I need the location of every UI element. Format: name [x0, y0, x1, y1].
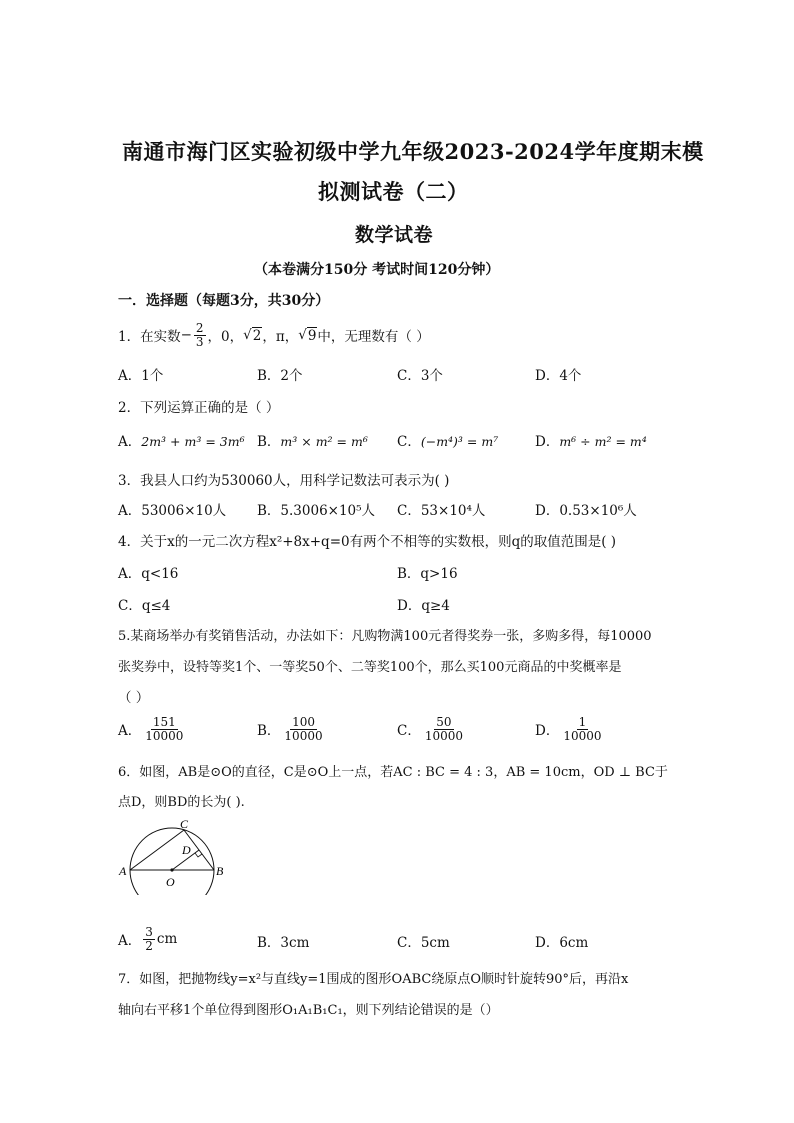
label-b: B [216, 864, 224, 878]
q5-option-d: D． $\frac{1}{10000}$ [535, 715, 602, 743]
title-line-1: 南通市海门区实验初级中学九年级2023-2024学年度期末模 [122, 139, 704, 164]
q2-option-d: D．m⁶ ÷ m² = m⁴ [535, 434, 647, 450]
q5-option-a: A． $\frac{151}{10000}$ [118, 715, 184, 743]
label-a: A [119, 864, 127, 878]
question-7-line-2: 轴向右平移1个单位得到图形O₁A₁B₁C₁，则下列结论错误的是（） [118, 1003, 499, 1018]
section-heading: 一．选择题（每题3分，共30分） [118, 293, 330, 309]
q1-prefix: 1．在实数 [118, 329, 181, 346]
q3-option-a: A．53006×10人 [118, 503, 227, 519]
question-5-line-1: 5.某商场举办有奖销售活动，办法如下：凡购物满100元者得奖券一张，多购多得，每10000 [118, 629, 652, 644]
right-angle-mark [195, 853, 202, 857]
q2-option-c: C．(−m⁴)³ = m⁷ [397, 434, 499, 450]
question-4: 4．关于x的一元二次方程x²+8x+q=0有两个不相等的实数根，则q的取值范围是( ) [118, 534, 617, 550]
q1-sqrt2: 2 [252, 327, 262, 344]
q5-option-b: B． $\frac{100}{10000}$ [257, 715, 323, 743]
q1-sqrt9: 9 [307, 327, 317, 344]
question-5-line-2: 张奖券中，设特等奖1个、一等奖50个、二等奖100个，那么买100元商品的中奖概率是 [118, 660, 622, 675]
q1-option-a: A．1个 [118, 368, 164, 384]
q6-option-a: A． $\frac{3}{2}$ cm [118, 925, 178, 953]
q5-option-c: C． $\frac{50}{10000}$ [397, 715, 464, 743]
exam-note: （本卷满分150分 考试时间120分钟） [254, 262, 500, 278]
q4-option-b: B．q>16 [397, 566, 458, 582]
q4-option-d: D．q≥4 [397, 598, 450, 614]
q3-option-b: B．5.3006×10⁵人 [257, 503, 376, 519]
question-3: 3．我县人口约为530060人，用科学记数法可表示为( ) [118, 473, 450, 489]
label-c: C [180, 817, 189, 831]
subject-title: 数学试卷 [355, 224, 434, 246]
question-2: 2．下列运算正确的是（ ） [118, 400, 280, 416]
q6-option-c: C．5cm [397, 935, 450, 951]
center-dot [170, 868, 173, 871]
q3-option-d: D．0.53×10⁶人 [535, 503, 637, 519]
question-7-line-1: 7．如图，把抛物线y=x²与直线y=1围成的图形OABC绕原点O顺时针旋转90°后，再沿x [118, 972, 629, 987]
q1-suffix: 中，无理数有（ ） [317, 329, 430, 346]
question-1: 1．在实数 − $\frac{2}{3}$ ，0， √ 2 ，π， √ 9 中，无理数有（ ） [118, 321, 430, 349]
q1-frac-num: 2 [195, 321, 204, 335]
q6-option-d: D．6cm [535, 935, 589, 951]
q2-option-a: A．2m³ + m³ = 3m⁶ [118, 434, 245, 450]
q6-option-b: B．3cm [257, 935, 310, 951]
q2-option-b: B．m³ × m² = m⁶ [257, 434, 368, 450]
chord-ac [130, 830, 184, 870]
title-line-2: 拟测试卷（二） [318, 179, 469, 204]
q1-pi: ，π， [262, 329, 299, 346]
q1-option-c: C．3个 [397, 368, 443, 384]
label-d: D [182, 843, 191, 857]
question-6-line-1: 6．如图，AB是⊙O的直径，C是⊙O上一点，若AC : BC = 4 : 3，AB = 10cm，OD ⊥ BC于 [118, 765, 668, 780]
question-6-line-2: 点D，则BD的长为( ). [118, 795, 245, 810]
label-o: O [166, 875, 175, 889]
q3-option-c: C．53×10⁴人 [397, 503, 486, 519]
q4-option-c: C．q≤4 [118, 598, 171, 614]
q6-circle-figure [112, 815, 232, 895]
q1-option-d: D．4个 [535, 368, 582, 384]
q4-option-a: A．q<16 [118, 566, 179, 582]
q1-mid: ，0， [207, 329, 244, 346]
question-5-line-3: （ ） [118, 690, 150, 706]
q1-option-b: B．2个 [257, 368, 303, 384]
q1-frac-den: 3 [195, 334, 204, 349]
q1-fraction [194, 322, 206, 348]
